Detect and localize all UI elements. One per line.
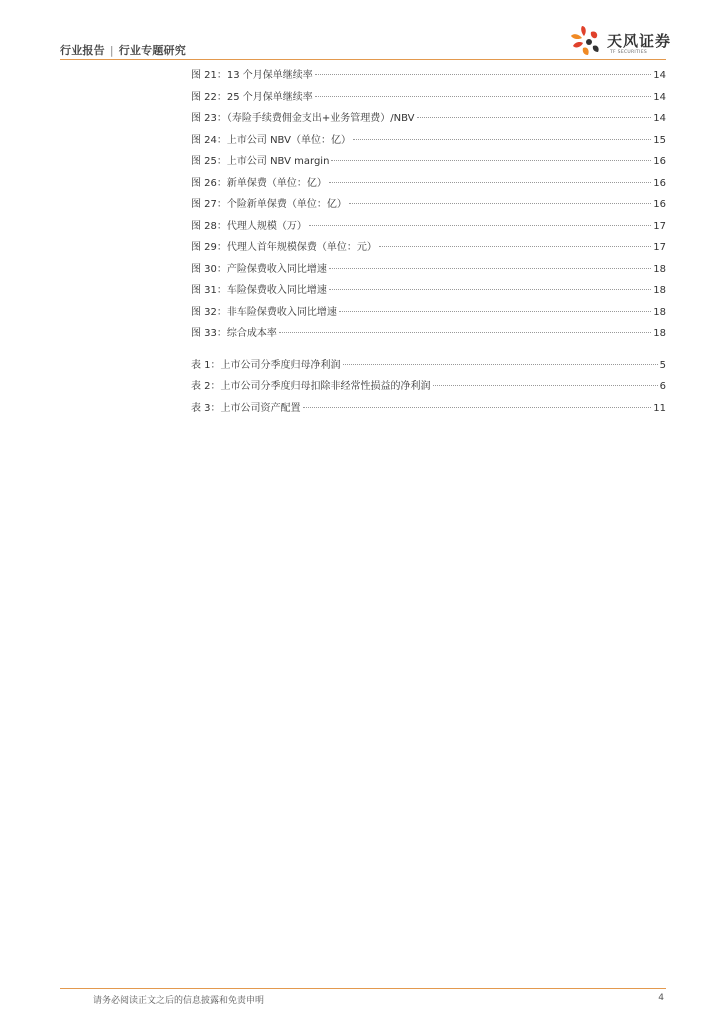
flower-logo-icon bbox=[569, 24, 605, 60]
toc-entry-page: 18 bbox=[653, 328, 666, 339]
toc-entry-page: 16 bbox=[653, 199, 666, 210]
toc-entry-page: 18 bbox=[653, 285, 666, 296]
dot-leader bbox=[343, 364, 658, 365]
toc-entry-label: 图 26：新单保费（单位：亿） bbox=[191, 177, 327, 189]
toc-entry-page: 17 bbox=[653, 242, 666, 253]
dot-leader bbox=[329, 289, 651, 290]
dot-leader bbox=[315, 74, 651, 75]
toc-entry-label: 图 33：综合成本率 bbox=[191, 328, 277, 339]
dot-leader bbox=[329, 268, 651, 269]
toc-entry-page: 14 bbox=[653, 113, 666, 124]
toc-entry[interactable] bbox=[191, 109, 666, 131]
toc-entry-label: 图 25：上市公司 NBV margin bbox=[191, 156, 330, 167]
toc-entry-page: 15 bbox=[653, 134, 666, 146]
toc-entry[interactable] bbox=[191, 174, 666, 196]
toc-entry-label: 图 27：个险新单保费（单位：亿） bbox=[191, 199, 347, 210]
toc-entry-label: 图 22：25 个月保单继续率 bbox=[191, 91, 313, 103]
toc-entry-label: 图 29：代理人首年规模保费（单位：元） bbox=[191, 242, 377, 253]
dot-leader bbox=[279, 332, 651, 333]
toc-entry-page: 14 bbox=[653, 70, 666, 81]
dot-leader bbox=[433, 385, 658, 386]
toc-entry-label: 表 1：上市公司分季度归母净利润 bbox=[191, 359, 341, 371]
dot-leader bbox=[417, 117, 652, 118]
logo-english-name: TF SECURITIES bbox=[610, 50, 648, 55]
toc-entry[interactable] bbox=[191, 281, 666, 303]
footer-disclaimer: 请务必阅读正文之后的信息披露和免责申明 bbox=[93, 996, 265, 1006]
toc-entry-label: 图 32：非车险保费收入同比增速 bbox=[191, 306, 337, 318]
toc-entry-page: 16 bbox=[653, 156, 666, 167]
dot-leader bbox=[329, 182, 651, 183]
report-subcategory: 行业专题研究 bbox=[118, 44, 186, 57]
toc-entry[interactable] bbox=[191, 88, 666, 110]
toc-entry[interactable] bbox=[191, 377, 666, 399]
toc-entry-page: 18 bbox=[653, 306, 666, 318]
dot-leader bbox=[331, 160, 651, 161]
toc-entry-page: 6 bbox=[659, 381, 666, 392]
company-logo bbox=[569, 24, 673, 60]
toc-entry-label: 图 28：代理人规模（万） bbox=[191, 220, 307, 232]
dot-leader bbox=[379, 246, 651, 247]
toc-entry-label: 表 2：上市公司分季度归母扣除非经常性损益的净利润 bbox=[191, 381, 431, 392]
toc-entry[interactable] bbox=[191, 399, 666, 421]
toc-entry-page: 16 bbox=[653, 177, 666, 189]
table-list bbox=[191, 356, 666, 421]
toc-entry[interactable] bbox=[191, 195, 666, 217]
toc-entry[interactable] bbox=[191, 131, 666, 153]
header-separator: | bbox=[109, 44, 114, 57]
toc-entry[interactable] bbox=[191, 66, 666, 88]
report-type-header bbox=[60, 42, 186, 58]
dot-leader bbox=[349, 203, 651, 204]
dot-leader bbox=[309, 225, 651, 226]
toc-entry-label: 图 23：（寿险手续费佣金支出+业务管理费）/NBV bbox=[191, 113, 415, 124]
toc-entry-page: 5 bbox=[659, 359, 666, 371]
toc-entry[interactable] bbox=[191, 217, 666, 239]
toc-entry-page: 11 bbox=[653, 402, 666, 414]
toc-entry-label: 表 3：上市公司资产配置 bbox=[191, 402, 301, 414]
toc-entry[interactable] bbox=[191, 303, 666, 325]
toc-entry[interactable] bbox=[191, 238, 666, 260]
dot-leader bbox=[303, 407, 652, 408]
report-category: 行业报告 bbox=[60, 44, 105, 57]
toc-entry-page: 14 bbox=[653, 91, 666, 103]
section-gap bbox=[191, 346, 666, 356]
toc-entry[interactable] bbox=[191, 356, 666, 378]
toc-entry-label: 图 31：车险保费收入同比增速 bbox=[191, 285, 327, 296]
toc-entry-label: 图 21：13 个月保单继续率 bbox=[191, 70, 313, 81]
header-divider bbox=[60, 59, 666, 60]
toc-entry-label: 图 30：产险保费收入同比增速 bbox=[191, 263, 327, 275]
dot-leader bbox=[339, 311, 651, 312]
dot-leader bbox=[315, 96, 651, 97]
toc-entry-page: 18 bbox=[653, 263, 666, 275]
toc-entry-page: 17 bbox=[653, 220, 666, 232]
figure-list bbox=[191, 66, 666, 346]
footer-divider bbox=[60, 988, 666, 989]
toc-entry[interactable] bbox=[191, 324, 666, 346]
logo-company-name: 天风证券 bbox=[607, 32, 672, 50]
toc-entry[interactable] bbox=[191, 152, 666, 174]
page-number: 4 bbox=[658, 993, 664, 1003]
toc-entry[interactable] bbox=[191, 260, 666, 282]
figure-table-index bbox=[191, 66, 666, 420]
dot-leader bbox=[353, 139, 651, 140]
toc-entry-label: 图 24：上市公司 NBV（单位：亿） bbox=[191, 134, 351, 146]
